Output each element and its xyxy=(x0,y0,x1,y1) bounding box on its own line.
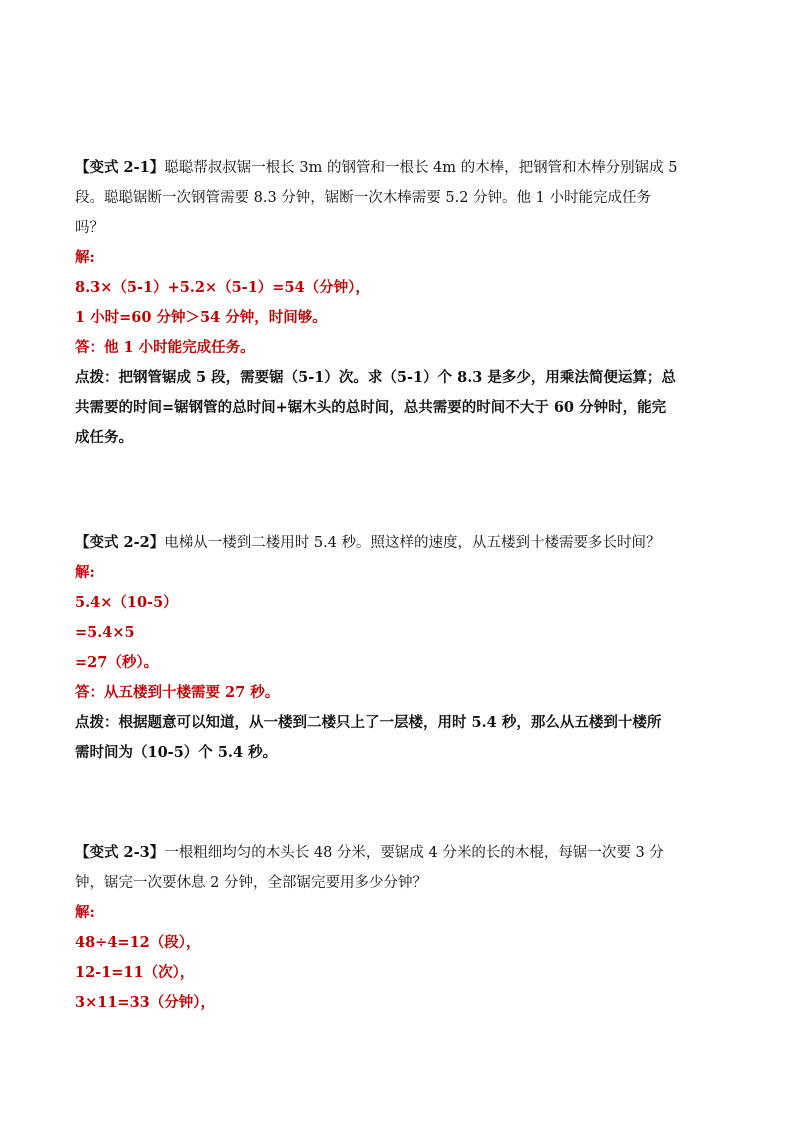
solution-step: 48÷4=12（段）， xyxy=(75,934,201,951)
answer-text: 答：他 1 小时能完成任务。 xyxy=(75,339,255,356)
problem-tag: 【变式 2-3】 xyxy=(75,844,165,861)
question-line: 【变式 2-2】电梯从一楼到二楼用时 5.4 秒。照这样的速度，从五楼到十楼需要多长时间？ xyxy=(75,534,661,551)
question-line: 段。聪聪锯断一次钢管需要 8.3 分钟，锯断一次木棒需要 5.2 分钟。他 1 小时能完成任务 xyxy=(75,190,651,206)
problem-2-3 xyxy=(75,838,725,1018)
problem-2-2 xyxy=(75,528,725,768)
solution-step: =27（秒）。 xyxy=(75,654,159,671)
solution-label: 解: xyxy=(75,249,95,266)
solution-step: =5.4×5 xyxy=(75,624,135,641)
solution-label: 解: xyxy=(75,904,95,921)
solution-step: 5.4×（10-5） xyxy=(75,594,178,611)
problem-2-1 xyxy=(75,153,725,453)
answer-text: 答：从五楼到十楼需要 27 秒。 xyxy=(75,684,280,701)
hint-line: 点拨：把钢管锯成 5 段，需要锯（5-1）次。求（5-1）个 8.3 是多少，用乘法简便运算；总 xyxy=(75,369,676,386)
hint-line: 共需要的时间=锯钢管的总时间+锯木头的总时间，总共需要的时间不大于 60 分钟时，能完 xyxy=(75,399,667,416)
solution-step: 1 小时=60 分钟＞54 分钟，时间够。 xyxy=(75,309,327,326)
question-line: 【变式 2-1】聪聪帮叔叔锯一根长 3m 的钢管和一根长 4m 的木棒，把钢管和木棒分别锯成 5 xyxy=(75,159,678,176)
hint-line: 成任务。 xyxy=(75,429,133,446)
solution-step: 8.3×（5-1）+5.2×（5-1）=54（分钟）， xyxy=(75,279,370,296)
solution-step: 12-1=11（次）， xyxy=(75,964,195,981)
hint-line: 点拨：根据题意可以知道，从一楼到二楼只上了一层楼，用时 5.4 秒，那么从五楼到十楼所 xyxy=(75,714,662,731)
solution-label: 解: xyxy=(75,564,95,581)
problem-tag: 【变式 2-2】 xyxy=(75,534,165,551)
question-line: 【变式 2-3】一根粗细均匀的木头长 48 分米，要锯成 4 分米的长的木棍，每锯一次要 3 分 xyxy=(75,844,664,861)
hint-line: 需时间为（10-5）个 5.4 秒。 xyxy=(75,744,278,761)
solution-step: 3×11=33（分钟）， xyxy=(75,994,215,1011)
question-line: 钟，锯完一次要休息 2 分钟，全部锯完要用多少分钟？ xyxy=(75,875,427,891)
question-line: 吗？ xyxy=(75,220,104,236)
problem-tag: 【变式 2-1】 xyxy=(75,159,165,176)
